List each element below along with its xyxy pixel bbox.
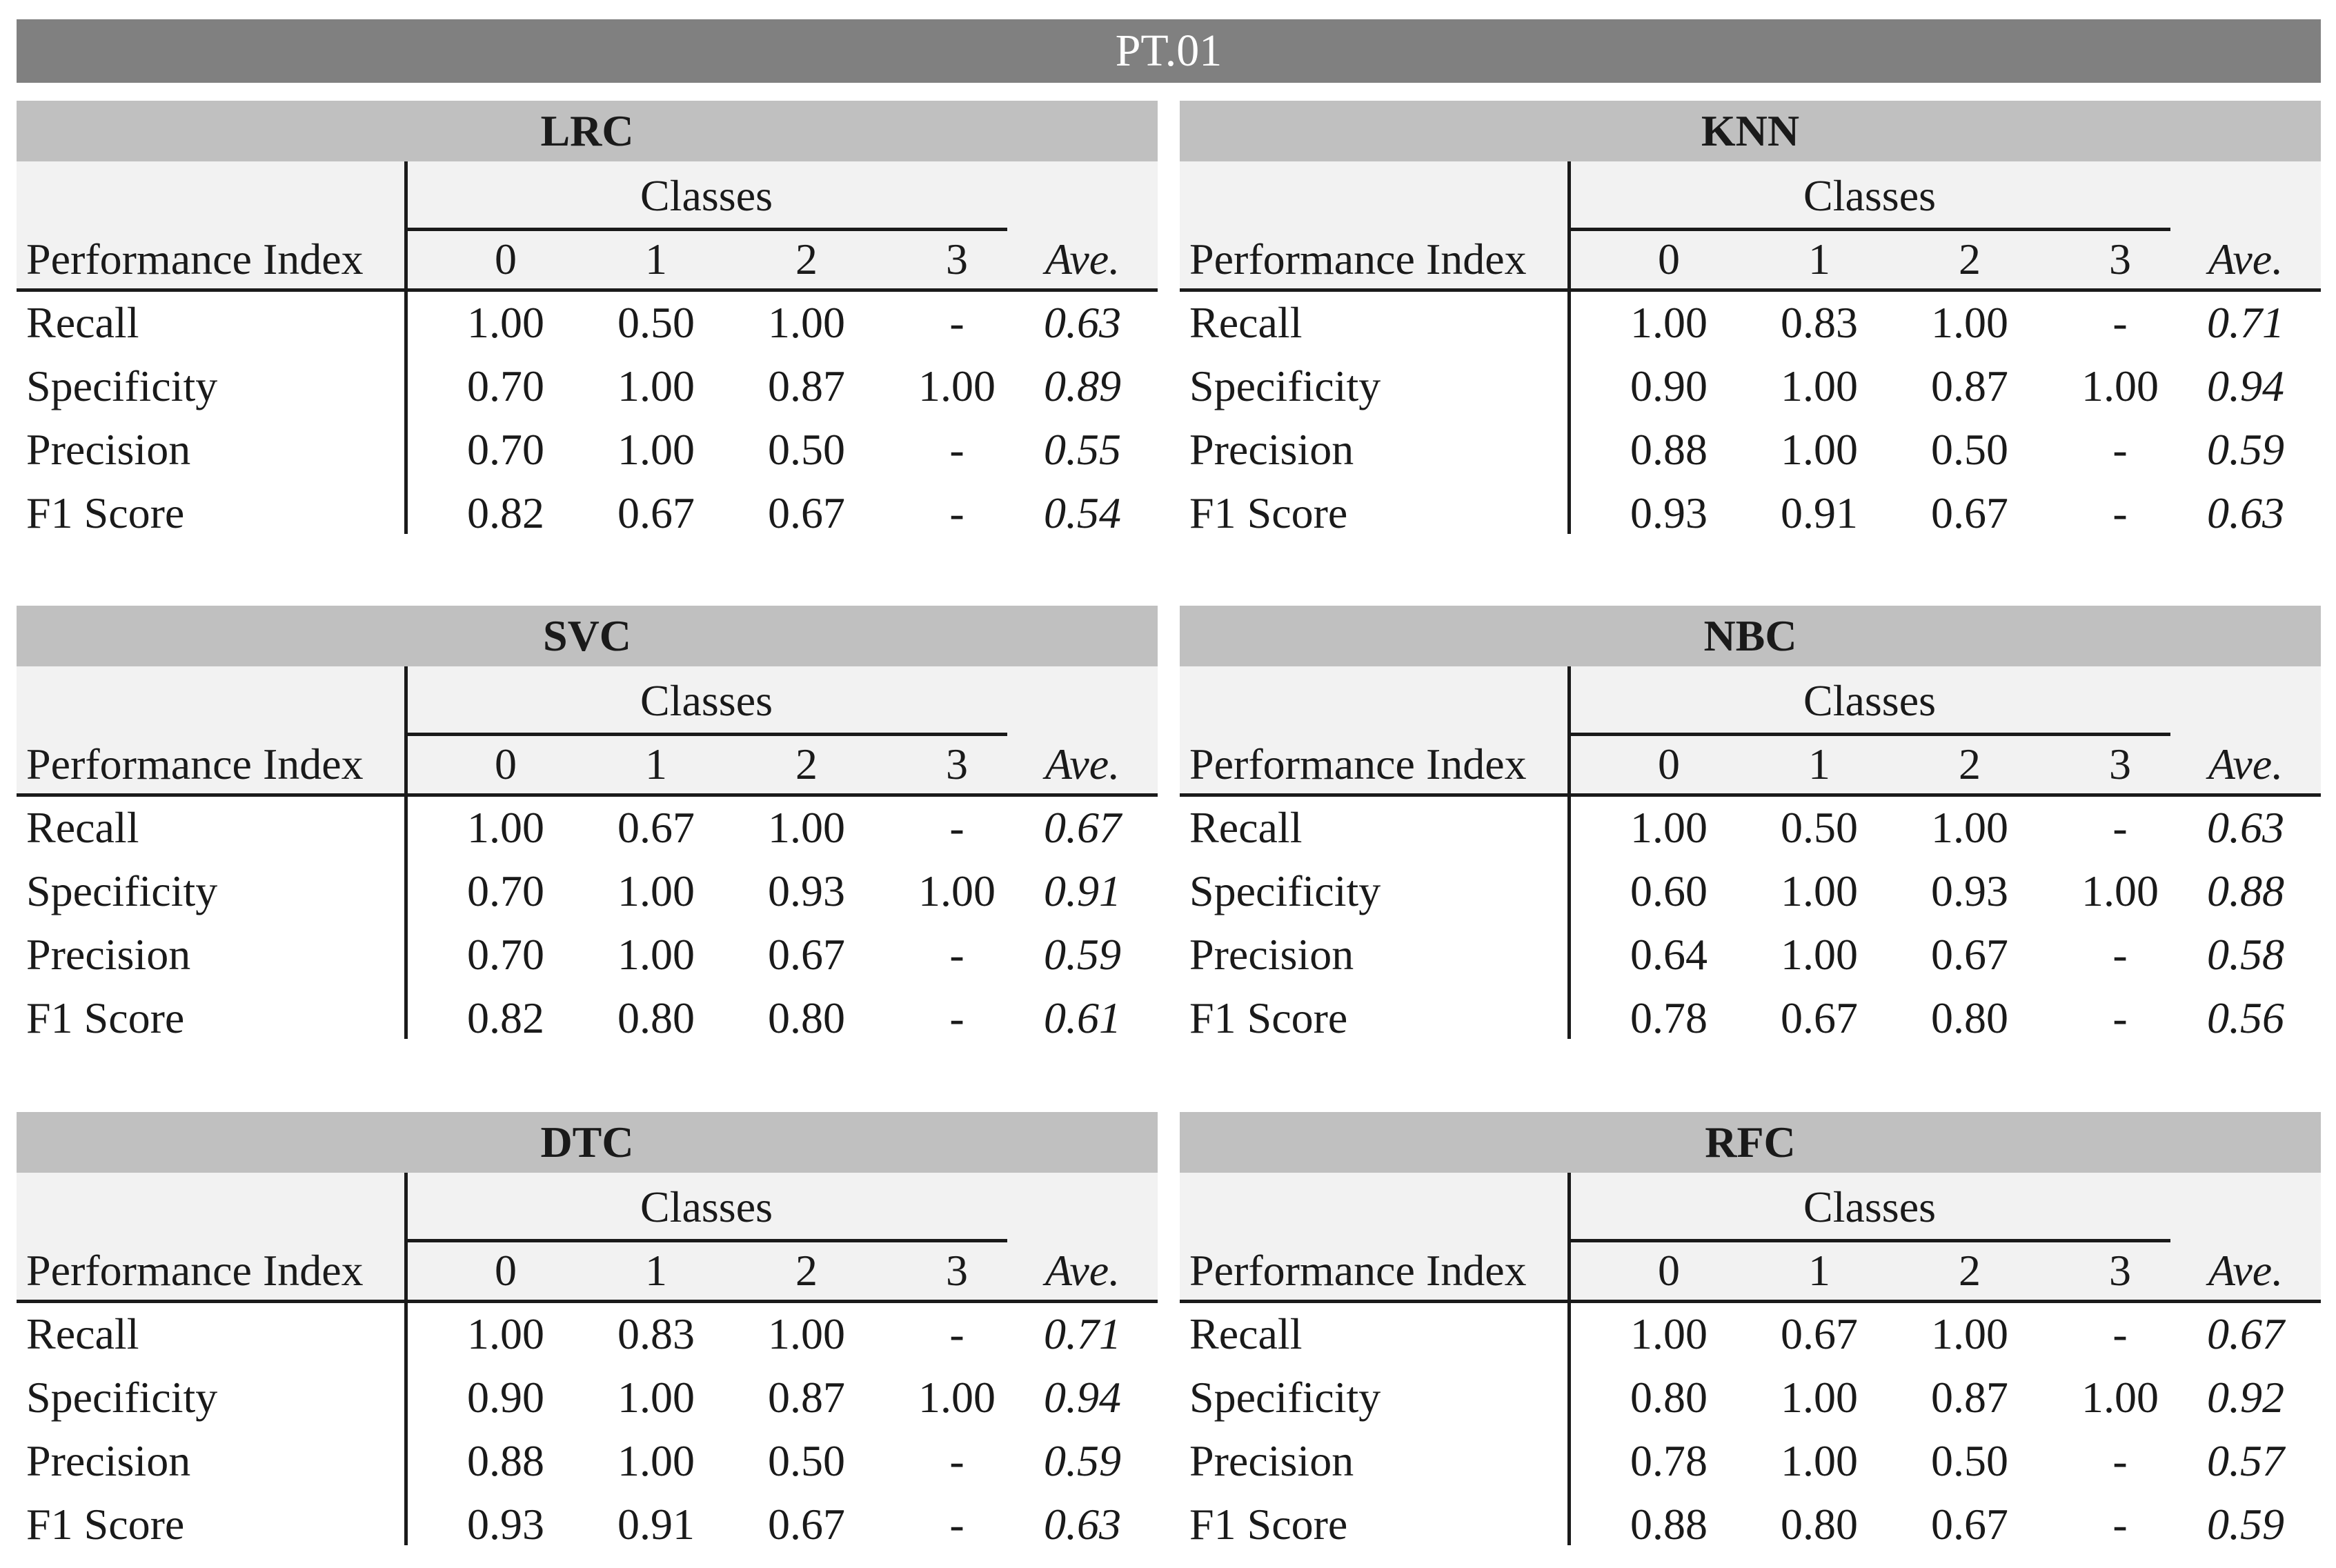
- metric-label: F1 Score: [26, 488, 185, 537]
- metric-value: -: [2112, 993, 2128, 1042]
- metric-value: -: [2112, 425, 2128, 474]
- class-column-header: 3: [2109, 235, 2131, 284]
- class-column-header: 1: [1808, 235, 1830, 284]
- metric-value: -: [949, 298, 964, 347]
- metric-value: -: [949, 488, 964, 537]
- metric-value: 0.50: [1781, 803, 1858, 852]
- metric-label: Specificity: [26, 1373, 218, 1422]
- metric-value: 0.93: [467, 1500, 544, 1549]
- metric-label: Recall: [1189, 298, 1303, 347]
- model-name: NBC: [1180, 606, 2321, 666]
- metric-average: 0.92: [2207, 1373, 2284, 1422]
- table-row: [17, 482, 1158, 545]
- class-column-header: 0: [495, 1246, 517, 1295]
- table-row: [17, 860, 1158, 923]
- metric-value: -: [949, 1309, 964, 1358]
- metric-value: 0.80: [1931, 993, 2008, 1042]
- metric-value: 0.87: [768, 1373, 845, 1422]
- metric-value: 0.88: [467, 1436, 544, 1485]
- metric-value: 0.91: [617, 1500, 695, 1549]
- table-row: [1180, 1429, 2321, 1493]
- metric-value: 1.00: [467, 1309, 544, 1358]
- metric-value: 1.00: [918, 361, 996, 410]
- class-column-header: 1: [1808, 740, 1830, 788]
- table-row: [17, 1302, 1158, 1366]
- table-row: [1180, 860, 2321, 923]
- table-row: [1180, 1302, 2321, 1366]
- metric-value: 1.00: [918, 866, 996, 915]
- class-column-header: 0: [1658, 1246, 1680, 1295]
- metric-value: 0.67: [768, 1500, 845, 1549]
- metric-value: 0.90: [467, 1373, 544, 1422]
- metric-value: 0.67: [1781, 1309, 1858, 1358]
- class-column-header: 0: [1658, 740, 1680, 788]
- metric-value: 1.00: [1781, 930, 1858, 979]
- class-column-header: 2: [795, 235, 818, 284]
- metric-label: Precision: [26, 1436, 191, 1485]
- results-table-nbc: [1180, 606, 2321, 1042]
- metric-value: 0.67: [768, 930, 845, 979]
- results-table-lrc: [17, 101, 1158, 537]
- metric-value: 0.87: [1931, 361, 2008, 410]
- metric-label: Precision: [1189, 425, 1354, 474]
- metric-value: -: [949, 993, 964, 1042]
- table-row: [1180, 291, 2321, 355]
- metric-value: 0.78: [1630, 1436, 1708, 1485]
- metric-value: 1.00: [768, 298, 845, 347]
- metric-average: 0.55: [1044, 425, 1121, 474]
- metric-value: 1.00: [617, 1373, 695, 1422]
- metric-value: -: [949, 1436, 964, 1485]
- metric-value: 1.00: [617, 1436, 695, 1485]
- class-column-header: 0: [495, 235, 517, 284]
- class-column-header: 3: [946, 740, 968, 788]
- class-column-header: 0: [1658, 235, 1680, 284]
- table-row: [1180, 1493, 2321, 1556]
- metric-label: Specificity: [1189, 1373, 1381, 1422]
- table-row: [1180, 796, 2321, 860]
- metric-label: F1 Score: [1189, 488, 1348, 537]
- metric-label: Precision: [1189, 930, 1354, 979]
- metric-value: 0.80: [768, 993, 845, 1042]
- metric-value: 0.83: [617, 1309, 695, 1358]
- table-row: [17, 1429, 1158, 1493]
- metric-value: 0.88: [1630, 425, 1708, 474]
- table-row: [17, 418, 1158, 482]
- metric-label: Recall: [1189, 803, 1303, 852]
- metric-label: F1 Score: [26, 993, 185, 1042]
- classes-header: Classes: [640, 1182, 773, 1231]
- metric-value: 0.67: [617, 488, 695, 537]
- metric-value: -: [2112, 803, 2128, 852]
- metric-value: 1.00: [2081, 361, 2159, 410]
- performance-index-header: Performance Index: [1189, 235, 1527, 284]
- classes-header: Classes: [640, 171, 773, 220]
- metric-average: 0.94: [2207, 361, 2284, 410]
- results-table-knn: [1180, 101, 2321, 537]
- table-row: [1180, 986, 2321, 1050]
- metric-average: 0.89: [1044, 361, 1121, 410]
- metric-value: -: [2112, 488, 2128, 537]
- performance-index-header: Performance Index: [26, 235, 364, 284]
- class-column-header: 2: [1959, 235, 1981, 284]
- table-row: [17, 1493, 1158, 1556]
- table-row: [17, 355, 1158, 418]
- metric-value: 1.00: [1781, 361, 1858, 410]
- metric-value: 0.64: [1630, 930, 1708, 979]
- metric-value: 0.80: [617, 993, 695, 1042]
- results-table-svc: [17, 606, 1158, 1042]
- metric-value: -: [949, 425, 964, 474]
- classes-header: Classes: [1803, 171, 1936, 220]
- metric-value: 1.00: [1931, 803, 2008, 852]
- classes-header: Classes: [640, 676, 773, 725]
- performance-index-header: Performance Index: [26, 740, 364, 788]
- metric-value: 1.00: [617, 866, 695, 915]
- metric-value: 0.82: [467, 488, 544, 537]
- class-column-header: 3: [946, 235, 968, 284]
- average-column-header: Ave.: [2208, 740, 2284, 788]
- metric-value: 0.67: [1931, 930, 2008, 979]
- class-column-header: 2: [1959, 1246, 1981, 1295]
- metric-value: 1.00: [1781, 1436, 1858, 1485]
- class-column-header: 2: [795, 1246, 818, 1295]
- metric-value: 1.00: [1781, 866, 1858, 915]
- table-row: [17, 1366, 1158, 1429]
- class-column-header: 2: [795, 740, 818, 788]
- performance-index-header: Performance Index: [1189, 1246, 1527, 1295]
- metric-value: 0.80: [1630, 1373, 1708, 1422]
- metric-value: 0.87: [768, 361, 845, 410]
- metric-value: 1.00: [1630, 298, 1708, 347]
- metric-value: 1.00: [768, 1309, 845, 1358]
- class-column-header: 1: [1808, 1246, 1830, 1295]
- table-row: [17, 986, 1158, 1050]
- classes-header: Classes: [1803, 1182, 1936, 1231]
- metric-value: 0.50: [768, 1436, 845, 1485]
- model-name: SVC: [17, 606, 1158, 666]
- model-name: KNN: [1180, 101, 2321, 161]
- class-column-header: 3: [2109, 740, 2131, 788]
- metric-value: 1.00: [1630, 803, 1708, 852]
- metric-value: 0.88: [1630, 1500, 1708, 1549]
- performance-index-header: Performance Index: [26, 1246, 364, 1295]
- table-row: [1180, 482, 2321, 545]
- metric-average: 0.59: [2207, 1500, 2284, 1549]
- metric-average: 0.57: [2207, 1436, 2284, 1485]
- metric-value: 1.00: [1931, 298, 2008, 347]
- model-name: LRC: [17, 101, 1158, 161]
- metric-average: 0.56: [2207, 993, 2284, 1042]
- table-row: [17, 923, 1158, 986]
- metric-value: 1.00: [1781, 1373, 1858, 1422]
- metric-value: 1.00: [918, 1373, 996, 1422]
- class-column-header: 3: [2109, 1246, 2131, 1295]
- metric-average: 0.91: [1044, 866, 1121, 915]
- metric-value: -: [2112, 1500, 2128, 1549]
- metric-value: 1.00: [467, 803, 544, 852]
- class-column-header: 1: [645, 1246, 667, 1295]
- metric-value: 0.67: [1931, 488, 2008, 537]
- metric-value: -: [2112, 930, 2128, 979]
- metric-label: Recall: [26, 1309, 139, 1358]
- metric-value: 0.80: [1781, 1500, 1858, 1549]
- table-row: [1180, 355, 2321, 418]
- metric-average: 0.88: [2207, 866, 2284, 915]
- metric-value: 1.00: [1931, 1309, 2008, 1358]
- metric-value: 0.70: [467, 425, 544, 474]
- average-column-header: Ave.: [2208, 1246, 2284, 1295]
- metric-value: 0.93: [768, 866, 845, 915]
- metric-label: Precision: [1189, 1436, 1354, 1485]
- metric-value: -: [949, 803, 964, 852]
- metric-label: F1 Score: [1189, 993, 1348, 1042]
- metric-value: -: [949, 1500, 964, 1549]
- metric-value: -: [2112, 1309, 2128, 1358]
- metric-value: 0.91: [1781, 488, 1858, 537]
- metric-label: Recall: [26, 803, 139, 852]
- results-table-rfc: [1180, 1112, 2321, 1549]
- metric-label: Precision: [26, 930, 191, 979]
- metric-value: 1.00: [1781, 425, 1858, 474]
- results-table-dtc: [17, 1112, 1158, 1549]
- metric-average: 0.67: [1044, 803, 1121, 852]
- metric-value: 0.50: [768, 425, 845, 474]
- metric-value: 0.67: [1931, 1500, 2008, 1549]
- metric-value: 0.90: [1630, 361, 1708, 410]
- metric-average: 0.59: [1044, 1436, 1121, 1485]
- performance-index-header: Performance Index: [1189, 740, 1527, 788]
- metric-average: 0.67: [2207, 1309, 2284, 1358]
- table-row: [17, 796, 1158, 860]
- metric-average: 0.63: [2207, 488, 2284, 537]
- metric-value: 1.00: [2081, 866, 2159, 915]
- metric-average: 0.71: [2207, 298, 2284, 347]
- average-column-header: Ave.: [1045, 1246, 1120, 1295]
- metric-value: 0.60: [1630, 866, 1708, 915]
- model-name: RFC: [1180, 1112, 2321, 1173]
- metric-value: 0.70: [467, 361, 544, 410]
- table-row: [1180, 923, 2321, 986]
- metric-value: 0.67: [1781, 993, 1858, 1042]
- metric-label: Recall: [1189, 1309, 1303, 1358]
- metric-value: 0.78: [1630, 993, 1708, 1042]
- metric-value: 0.70: [467, 930, 544, 979]
- metric-value: 0.50: [1931, 1436, 2008, 1485]
- metric-value: 1.00: [2081, 1373, 2159, 1422]
- metric-value: 0.87: [1931, 1373, 2008, 1422]
- metric-value: -: [949, 930, 964, 979]
- metric-label: Specificity: [1189, 361, 1381, 410]
- metric-average: 0.63: [1044, 1500, 1121, 1549]
- average-column-header: Ave.: [2208, 235, 2284, 284]
- metric-average: 0.63: [2207, 803, 2284, 852]
- metric-average: 0.94: [1044, 1373, 1121, 1422]
- class-column-header: 3: [946, 1246, 968, 1295]
- metric-average: 0.59: [2207, 425, 2284, 474]
- metric-average: 0.63: [1044, 298, 1121, 347]
- classes-header: Classes: [1803, 676, 1936, 725]
- class-column-header: 2: [1959, 740, 1981, 788]
- table-row: [1180, 1366, 2321, 1429]
- metric-value: -: [2112, 298, 2128, 347]
- metric-label: Specificity: [26, 361, 218, 410]
- metric-value: 0.50: [617, 298, 695, 347]
- metric-value: 0.93: [1931, 866, 2008, 915]
- metric-average: 0.59: [1044, 930, 1121, 979]
- model-name: DTC: [17, 1112, 1158, 1173]
- metric-label: F1 Score: [1189, 1500, 1348, 1549]
- metric-value: 0.93: [1630, 488, 1708, 537]
- metric-label: Specificity: [1189, 866, 1381, 915]
- metric-average: 0.54: [1044, 488, 1121, 537]
- metric-value: 0.70: [467, 866, 544, 915]
- metric-value: 0.50: [1931, 425, 2008, 474]
- metric-label: Specificity: [26, 866, 218, 915]
- class-column-header: 1: [645, 235, 667, 284]
- metric-label: F1 Score: [26, 1500, 185, 1549]
- metric-label: Recall: [26, 298, 139, 347]
- metric-value: 0.67: [768, 488, 845, 537]
- metric-value: 0.82: [467, 993, 544, 1042]
- metric-value: 1.00: [617, 930, 695, 979]
- metric-average: 0.61: [1044, 993, 1121, 1042]
- metric-value: 1.00: [617, 361, 695, 410]
- metric-value: 0.67: [617, 803, 695, 852]
- metric-value: 1.00: [467, 298, 544, 347]
- metric-label: Precision: [26, 425, 191, 474]
- class-column-header: 1: [645, 740, 667, 788]
- metric-value: -: [2112, 1436, 2128, 1485]
- metric-average: 0.58: [2207, 930, 2284, 979]
- class-column-header: 0: [495, 740, 517, 788]
- page-title: PT.01: [17, 19, 2321, 83]
- table-row: [17, 291, 1158, 355]
- average-column-header: Ave.: [1045, 235, 1120, 284]
- metric-value: 1.00: [617, 425, 695, 474]
- average-column-header: Ave.: [1045, 740, 1120, 788]
- metric-average: 0.71: [1044, 1309, 1121, 1358]
- table-row: [1180, 418, 2321, 482]
- metric-value: 1.00: [1630, 1309, 1708, 1358]
- metric-value: 1.00: [768, 803, 845, 852]
- metric-value: 0.83: [1781, 298, 1858, 347]
